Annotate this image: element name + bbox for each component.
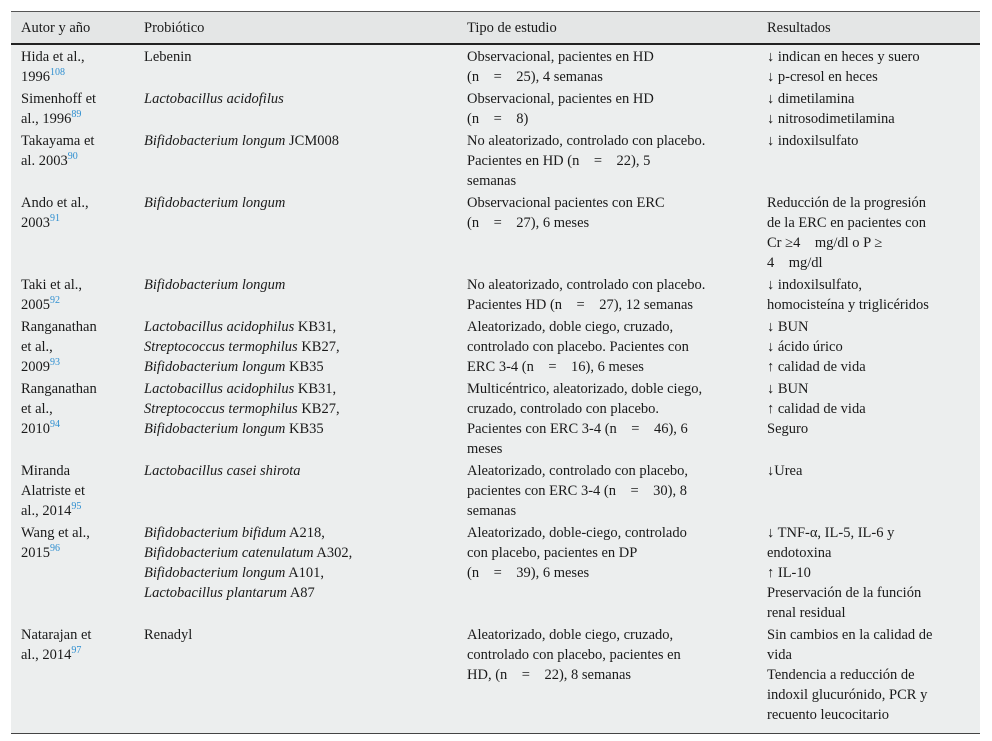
- result-line: recuento leucocitario: [767, 707, 889, 723]
- author-line: 2003$^{91}$: [21, 213, 60, 231]
- result-line: ↓ nitrosodimetilamina: [767, 111, 895, 127]
- author-line: 2009$^{93}$: [21, 357, 60, 375]
- result-line: ↑ calidad de vida: [767, 359, 866, 375]
- author-cell: [21, 379, 136, 439]
- reference-link[interactable]: 108: [50, 67, 65, 78]
- author-line: Miranda: [21, 463, 71, 479]
- probiotic-cell: [144, 275, 459, 295]
- author-cell: [21, 275, 136, 315]
- probiotic-cell: [144, 625, 459, 645]
- results-cell: [767, 461, 973, 481]
- author-cell: [21, 625, 136, 665]
- probiotic-line: [144, 337, 459, 357]
- probiotic-cell: [144, 193, 459, 213]
- result-line: ↑ IL-10: [767, 565, 811, 581]
- species-name: Lactobacillus acidophilus: [144, 381, 295, 397]
- reference-link[interactable]: 89: [71, 109, 82, 120]
- author-cell: [21, 193, 136, 233]
- result-line: ↓ ácido úrico: [767, 339, 843, 355]
- probiotic-line: [144, 47, 459, 67]
- probiotic-line: [144, 461, 459, 481]
- study-type-cell: [467, 193, 759, 233]
- results-cell: [767, 47, 973, 87]
- species-name: Lactobacillus casei shirota: [144, 463, 301, 479]
- study-line: controlado con placebo. Pacientes con: [467, 339, 689, 355]
- author-line: al., 2014$^{97}$: [21, 645, 82, 663]
- species-name: Bifidobacterium longum: [144, 359, 286, 375]
- author-line: 1996$^{108}$: [21, 67, 65, 85]
- header-author: Autor y año: [21, 20, 91, 36]
- result-line: ↓ indican en heces y suero: [767, 49, 920, 65]
- study-line: Observacional, pacientes en HD: [467, 49, 654, 65]
- study-line: (n = 39), 6 meses: [467, 565, 590, 581]
- result-line: ↓ dimetilamina: [767, 91, 855, 107]
- probiotic-cell: [144, 379, 459, 439]
- study-line: Aleatorizado, doble ciego, cruzado,: [467, 627, 674, 643]
- probiotic-cell: [144, 461, 459, 481]
- strain-code: Renadyl: [144, 627, 193, 643]
- study-type-cell: [467, 89, 759, 129]
- probiotic-line: [144, 379, 459, 399]
- author-line: Hida et al.,: [21, 49, 85, 65]
- study-line: cruzado, controlado con placebo.: [467, 401, 660, 417]
- study-line: No aleatorizado, controlado con placebo.: [467, 277, 706, 293]
- study-line: Pacientes con ERC 3-4 (n = 46), 6: [467, 421, 688, 437]
- strain-code: A101,: [285, 565, 325, 581]
- study-line: (n = 8): [467, 111, 529, 127]
- probiotic-line: [144, 193, 459, 213]
- result-line: ↑ calidad de vida: [767, 401, 866, 417]
- author-line: al. 2003$^{90}$: [21, 151, 78, 169]
- probiotic-line: [144, 89, 459, 109]
- result-line: Reducción de la progresión: [767, 195, 927, 211]
- study-line: (n = 27), 6 meses: [467, 215, 590, 231]
- header-probiotic: Probiótico: [144, 20, 205, 36]
- reference-link[interactable]: 92: [50, 295, 60, 306]
- strain-code: JCM008: [285, 133, 339, 149]
- result-line: Cr ≥4 mg/dl o P ≥: [767, 235, 883, 251]
- probiotic-line: [144, 583, 459, 603]
- study-line: Pacientes HD (n = 27), 12 semanas: [467, 297, 694, 313]
- species-name: Streptococcus termophilus: [144, 339, 298, 355]
- strain-code: KB27,: [297, 401, 340, 417]
- reference-link[interactable]: 95: [71, 501, 82, 512]
- probiotic-line: [144, 399, 459, 419]
- author-line: 2005$^{92}$: [21, 295, 60, 313]
- study-line: meses: [467, 441, 503, 457]
- result-line: ↓Urea: [767, 463, 803, 479]
- table-header: [11, 11, 980, 45]
- species-name: Bifidobacterium catenulatum: [144, 545, 314, 561]
- probiotic-line: [144, 563, 459, 583]
- table-body: [11, 45, 980, 734]
- header-study-type: Tipo de estudio: [467, 20, 557, 36]
- author-cell: [21, 131, 136, 171]
- author-line: al., 1996$^{89}$: [21, 109, 82, 127]
- result-line: homocisteína y triglicéridos: [767, 297, 929, 313]
- author-cell: [21, 89, 136, 129]
- author-line: Natarajan et: [21, 627, 92, 643]
- strain-code: KB35: [285, 421, 324, 437]
- strain-code: KB31,: [294, 319, 337, 335]
- author-line: 2010$^{94}$: [21, 419, 60, 437]
- study-line: Aleatorizado, controlado con placebo,: [467, 463, 689, 479]
- results-cell: [767, 379, 973, 439]
- probiotic-line: [144, 357, 459, 377]
- author-cell: [21, 47, 136, 87]
- result-line: indoxil glucurónido, PCR y: [767, 687, 928, 703]
- study-type-cell: [467, 625, 759, 685]
- species-name: Bifidobacterium longum: [144, 565, 286, 581]
- author-line: et al.,: [21, 401, 53, 417]
- species-name: Bifidobacterium bifidum: [144, 525, 287, 541]
- result-line: Preservación de la función: [767, 585, 922, 601]
- study-type-cell: [467, 131, 759, 191]
- strain-code: A87: [287, 585, 315, 601]
- species-name: Bifidobacterium longum: [144, 421, 286, 437]
- result-line: ↓ BUN: [767, 319, 809, 335]
- author-line: Taki et al.,: [21, 277, 82, 293]
- study-line: pacientes con ERC 3-4 (n = 30), 8: [467, 483, 687, 499]
- result-line: ↓ BUN: [767, 381, 809, 397]
- results-cell: [767, 275, 973, 315]
- result-line: vida: [767, 647, 792, 663]
- result-line: de la ERC en pacientes con: [767, 215, 927, 231]
- probiotic-line: [144, 625, 459, 645]
- probiotic-cell: [144, 47, 459, 67]
- author-cell: [21, 461, 136, 521]
- probiotic-line: [144, 419, 459, 439]
- reference-link[interactable]: 93: [50, 357, 60, 368]
- author-line: Ando et al.,: [21, 195, 89, 211]
- result-line: ↓ indoxilsulfato,: [767, 277, 863, 293]
- study-line: semanas: [467, 503, 517, 519]
- species-name: Streptococcus termophilus: [144, 401, 298, 417]
- study-type-cell: [467, 523, 759, 583]
- species-name: Lactobacillus plantarum: [144, 585, 287, 601]
- author-line: Wang et al.,: [21, 525, 90, 541]
- strain-code: KB35: [285, 359, 324, 375]
- result-line: 4 mg/dl: [767, 255, 823, 271]
- author-cell: [21, 523, 136, 563]
- probiotic-cell: [144, 317, 459, 377]
- author-line: Takayama et: [21, 133, 95, 149]
- strain-code: Lebenin: [144, 49, 192, 65]
- species-name: Lactobacillus acidophilus: [144, 319, 295, 335]
- author-line: Ranganathan: [21, 319, 97, 335]
- probiotic-line: [144, 275, 459, 295]
- study-line: HD, (n = 22), 8 semanas: [467, 667, 632, 683]
- reference-link[interactable]: 96: [50, 543, 60, 554]
- result-line: Tendencia a reducción de: [767, 667, 915, 683]
- study-line: No aleatorizado, controlado con placebo.: [467, 133, 706, 149]
- study-line: ERC 3-4 (n = 16), 6 meses: [467, 359, 644, 375]
- study-line: controlado con placebo, pacientes en: [467, 647, 681, 663]
- study-line: Aleatorizado, doble-ciego, controlado: [467, 525, 687, 541]
- study-line: (n = 25), 4 semanas: [467, 69, 603, 85]
- probiotics-table: [11, 11, 980, 734]
- study-type-cell: [467, 47, 759, 87]
- author-line: Simenhoff et: [21, 91, 97, 107]
- header-results: Resultados: [767, 20, 831, 36]
- probiotic-cell: [144, 131, 459, 151]
- probiotic-line: [144, 317, 459, 337]
- probiotic-line: [144, 543, 459, 563]
- result-line: ↓ indoxilsulfato: [767, 133, 859, 149]
- reference-link[interactable]: 97: [71, 645, 82, 656]
- probiotic-line: [144, 523, 459, 543]
- reference-link[interactable]: 90: [67, 151, 78, 162]
- study-type-cell: [467, 461, 759, 521]
- reference-link[interactable]: 91: [50, 213, 60, 224]
- study-type-cell: [467, 275, 759, 315]
- author-cell: [21, 317, 136, 377]
- author-line: Alatriste et: [21, 483, 86, 499]
- author-line: et al.,: [21, 339, 53, 355]
- species-name: Lactobacillus acidofilus: [144, 91, 284, 107]
- probiotic-cell: [144, 523, 459, 603]
- species-name: Bifidobacterium longum: [144, 277, 286, 293]
- result-line: ↓ TNF-α, IL-5, IL-6 y: [767, 525, 895, 541]
- study-line: Multicéntrico, aleatorizado, doble ciego,: [467, 381, 703, 397]
- result-line: renal residual: [767, 605, 846, 621]
- study-line: Observacional pacientes con ERC: [467, 195, 665, 211]
- species-name: Bifidobacterium longum: [144, 195, 286, 211]
- author-line: 2015$^{96}$: [21, 543, 60, 561]
- results-cell: [767, 131, 973, 151]
- results-cell: [767, 89, 973, 129]
- study-line: Pacientes en HD (n = 22), 5: [467, 153, 651, 169]
- reference-link[interactable]: 94: [50, 419, 60, 430]
- author-line: al., 2014$^{95}$: [21, 501, 82, 519]
- study-line: Observacional, pacientes en HD: [467, 91, 654, 107]
- species-name: Bifidobacterium longum: [144, 133, 286, 149]
- result-line: ↓ p-cresol en heces: [767, 69, 878, 85]
- result-line: Seguro: [767, 421, 809, 437]
- study-line: semanas: [467, 173, 517, 189]
- results-cell: [767, 523, 973, 623]
- probiotic-cell: [144, 89, 459, 109]
- study-line: con placebo, pacientes en DP: [467, 545, 638, 561]
- strain-code: KB27,: [297, 339, 340, 355]
- results-cell: [767, 193, 973, 273]
- study-line: Aleatorizado, doble ciego, cruzado,: [467, 319, 674, 335]
- study-type-cell: [467, 379, 759, 459]
- strain-code: A218,: [286, 525, 325, 541]
- results-cell: [767, 625, 973, 725]
- probiotic-line: [144, 131, 459, 151]
- study-type-cell: [467, 317, 759, 377]
- results-cell: [767, 317, 973, 377]
- result-line: endotoxina: [767, 545, 832, 561]
- author-line: Ranganathan: [21, 381, 97, 397]
- strain-code: KB31,: [294, 381, 337, 397]
- strain-code: A302,: [313, 545, 353, 561]
- result-line: Sin cambios en la calidad de: [767, 627, 933, 643]
